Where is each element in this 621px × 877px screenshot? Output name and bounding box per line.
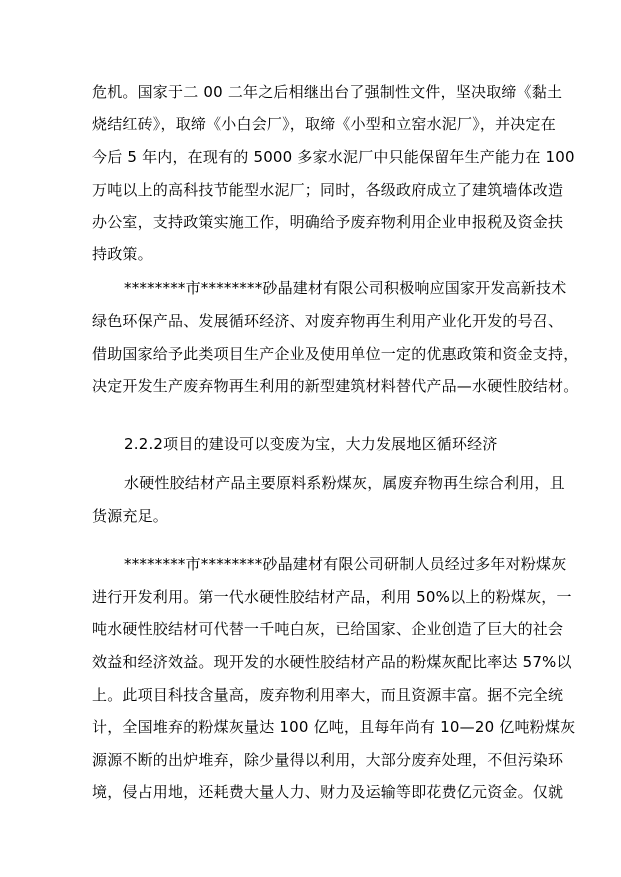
text-line: 境，侵占用地，还耗费大量人力、财力及运输等即花费亿元资金。仅就 xyxy=(92,783,564,801)
section-heading: 2.2.2项目的建设可以变废为宝，大力发展地区循环经济 xyxy=(124,435,498,453)
text-line: 进行开发利用。第一代水硬性胶结材产品，利用 50%以上的粉煤灰，一 xyxy=(92,588,572,606)
text-line: 持政策。 xyxy=(92,245,153,263)
text-line: 烧结红砖》，取缔《小白会厂》，取缔《小型和立窑水泥厂》，并决定在 xyxy=(92,115,556,133)
text-line: 办公室，支持政策实施工作，明确给予废弃物利用企业申报税及资金扶 xyxy=(92,213,564,231)
text-line: 上。此项目科技含量高，废弃物利用率大，而且资源丰富。据不完全统 xyxy=(92,686,564,704)
text-line: 计，全国堆弃的粉煤灰量达 100 亿吨，且每年尚有 10—20 亿吨粉煤灰 xyxy=(92,718,576,736)
text-line: 吨水硬性胶结材可代替一千吨白灰，已给国家、企业创造了巨大的社会 xyxy=(92,620,564,638)
text-line: 货源充足。 xyxy=(92,507,169,525)
text-line: ********市********砂晶建材有限公司积极响应国家开发高新技术 xyxy=(124,279,567,297)
text-line: ********市********砂晶建材有限公司研制人员经过多年对粉煤灰 xyxy=(124,555,567,573)
text-line: 源源不断的出炉堆弃，除少量得以利用，大部分废弃处理，不但污染环 xyxy=(92,751,564,769)
text-line: 水硬性胶结材产品主要原料系粉煤灰，属废弃物再生综合利用，且 xyxy=(124,474,565,492)
text-line: 借助国家给予此类项目生产企业及使用单位一定的优惠政策和资金支持， xyxy=(92,345,579,363)
text-line: 效益和经济效益。现开发的水硬性胶结材产品的粉煤灰配比率达 57%以 xyxy=(92,653,572,671)
text-line: 危机。国家于二 00 二年之后相继出台了强制性文件，坚决取缔《黏土 xyxy=(92,83,563,101)
text-line: 绿色环保产品、发展循环经济、对废弃物再生利用产业化开发的号召、 xyxy=(92,312,564,330)
text-line: 决定开发生产废弃物再生利用的新型建筑材料替代产品—水硬性胶结材。 xyxy=(92,377,579,395)
text-line: 万吨以上的高科技节能型水泥厂；同时，各级政府成立了建筑墙体改造 xyxy=(92,181,564,199)
text-line: 今后 5 年内，在现有的 5000 多家水泥厂中只能保留年生产能力在 100 xyxy=(92,148,575,166)
